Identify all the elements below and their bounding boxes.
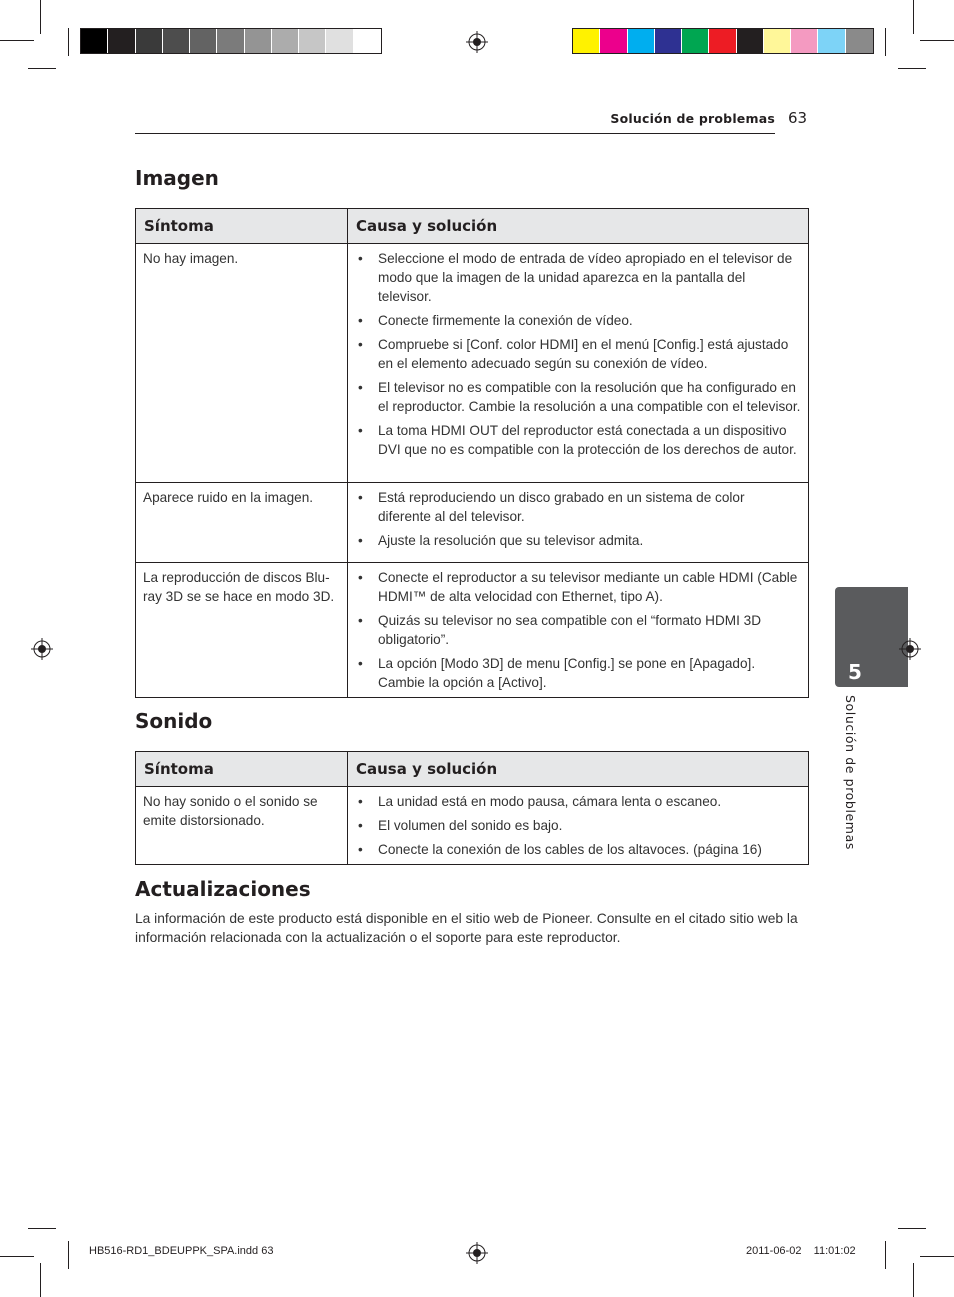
cause-list bbox=[355, 249, 801, 459]
table-row bbox=[136, 563, 809, 698]
cause-list bbox=[355, 488, 801, 550]
cause-item: • Ajuste la resolución que su televisor admita. bbox=[355, 531, 801, 550]
cause-list bbox=[355, 568, 801, 692]
imagen-table bbox=[135, 208, 809, 698]
table-row bbox=[136, 483, 809, 563]
table-row bbox=[136, 787, 809, 865]
calibration-swatch bbox=[628, 29, 655, 53]
footer-timestamp: 2011-06-02 11:01:02 bbox=[746, 1245, 856, 1257]
calibration-swatch bbox=[245, 29, 272, 53]
crop-mark bbox=[913, 0, 914, 34]
actualizaciones-text: La información de este producto está disponible en el sitio web de Pioneer. Consulte en el citado sitio web la información relacionada con la actualización o el soporte para este reproductor. bbox=[135, 911, 798, 945]
calibration-swatch bbox=[573, 29, 600, 53]
calibration-swatch bbox=[818, 29, 845, 53]
registration-mark-icon bbox=[899, 638, 921, 660]
calibration-swatch bbox=[655, 29, 682, 53]
cause-item: • La unidad está en modo pausa, cámara lenta o escaneo. bbox=[355, 792, 801, 811]
header-rule bbox=[135, 133, 775, 134]
calibration-swatch bbox=[600, 29, 627, 53]
crop-mark bbox=[68, 28, 69, 56]
calibration-swatch bbox=[709, 29, 736, 53]
column-header-cause: Causa y solución bbox=[348, 209, 809, 244]
calibration-swatch bbox=[299, 29, 326, 53]
cause-item: • Seleccione el modo de entrada de vídeo apropiado en el televisor de modo que la imagen de la unidad aparezca en la pantalla del televisor. bbox=[355, 249, 801, 306]
page-number: 63 bbox=[788, 109, 808, 127]
calibration-swatch bbox=[108, 29, 135, 53]
crop-mark bbox=[68, 1241, 69, 1269]
cause-item: • Conecte el reproductor a su televisor mediante un cable HDMI (Cable HDMI™ de alta velocidad con Ethernet, tipo A). bbox=[355, 568, 801, 606]
cause-cell bbox=[348, 244, 809, 483]
crop-mark bbox=[920, 1256, 954, 1257]
crop-mark bbox=[40, 1263, 41, 1297]
cause-item: • El televisor no es compatible con la resolución que ha configurado en el reproductor. Cambie la resolución a una compatible con el televisor. bbox=[355, 378, 801, 416]
crop-mark bbox=[0, 40, 34, 41]
crop-mark bbox=[40, 0, 41, 34]
crop-mark bbox=[920, 40, 954, 41]
crop-mark bbox=[28, 68, 56, 69]
crop-mark bbox=[885, 28, 886, 56]
calibration-swatch bbox=[846, 29, 873, 53]
table-row bbox=[136, 244, 809, 483]
column-header-cause: Causa y solución bbox=[348, 752, 809, 787]
cause-item: • Compruebe si [Conf. color HDMI] en el menú [Config.] está ajustado en el elemento adecuado según su conexión de vídeo. bbox=[355, 335, 801, 373]
cause-cell bbox=[348, 483, 809, 563]
cause-item: • El volumen del sonido es bajo. bbox=[355, 816, 801, 835]
color-calibration-bar bbox=[572, 28, 874, 54]
section-heading-imagen: Imagen bbox=[135, 166, 219, 190]
section-heading-actualizaciones: Actualizaciones bbox=[135, 877, 311, 901]
registration-mark-icon bbox=[31, 638, 53, 660]
calibration-swatch bbox=[682, 29, 709, 53]
calibration-swatch bbox=[136, 29, 163, 53]
footer-file-info: HB516-RD1_BDEUPPK_SPA.indd 63 bbox=[89, 1245, 274, 1257]
crop-mark bbox=[885, 1241, 886, 1269]
imagen-table-body bbox=[136, 244, 809, 698]
calibration-swatch bbox=[326, 29, 353, 53]
cause-list bbox=[355, 792, 801, 859]
crop-mark bbox=[898, 1228, 926, 1229]
cause-item: • La opción [Modo 3D] de menu [Config.] se pone en [Apagado]. Cambie la opción a [Activo]. bbox=[355, 654, 801, 692]
calibration-swatch bbox=[737, 29, 764, 53]
registration-mark-icon bbox=[466, 31, 488, 53]
calibration-swatch bbox=[791, 29, 818, 53]
calibration-swatch bbox=[764, 29, 791, 53]
crop-mark bbox=[0, 1256, 34, 1257]
cause-item: • La toma HDMI OUT del reproductor está conectada a un dispositivo DVI que no es compatible con la protección de los derechos de autor. bbox=[355, 421, 801, 459]
calibration-swatch bbox=[81, 29, 108, 53]
symptom-cell: No hay imagen. bbox=[136, 244, 348, 483]
symptom-cell: No hay sonido o el sonido se emite distorsionado. bbox=[136, 787, 348, 865]
column-header-symptom: Síntoma bbox=[136, 752, 348, 787]
calibration-swatch bbox=[190, 29, 217, 53]
symptom-cell: La reproducción de discos Blu-ray 3D se se hace en modo 3D. bbox=[136, 563, 348, 698]
calibration-swatch bbox=[354, 29, 381, 53]
sonido-table bbox=[135, 751, 809, 865]
calibration-swatch bbox=[272, 29, 299, 53]
chapter-number: 5 bbox=[848, 660, 862, 684]
cause-item: • Está reproduciendo un disco grabado en un sistema de color diferente al del televisor. bbox=[355, 488, 801, 526]
cause-item: • Conecte la conexión de los cables de los altavoces. (página 16) bbox=[355, 840, 801, 859]
cause-cell bbox=[348, 787, 809, 865]
symptom-cell: Aparece ruido en la imagen. bbox=[136, 483, 348, 563]
chapter-label: Solución de problemas bbox=[843, 695, 858, 850]
chapter-tab bbox=[835, 587, 908, 687]
grayscale-calibration-bar bbox=[80, 28, 382, 54]
crop-mark bbox=[28, 1228, 56, 1229]
calibration-swatch bbox=[217, 29, 244, 53]
crop-mark bbox=[898, 68, 926, 69]
cause-cell bbox=[348, 563, 809, 698]
sonido-table-body bbox=[136, 787, 809, 865]
crop-mark bbox=[913, 1263, 914, 1297]
cause-item: • Conecte firmemente la conexión de vídeo. bbox=[355, 311, 801, 330]
section-heading-sonido: Sonido bbox=[135, 709, 213, 733]
cause-item: • Quizás su televisor no sea compatible con el “formato HDMI 3D obligatorio”. bbox=[355, 611, 801, 649]
calibration-swatch bbox=[163, 29, 190, 53]
running-header-title: Solución de problemas bbox=[610, 111, 775, 126]
registration-mark-icon bbox=[466, 1242, 488, 1264]
column-header-symptom: Síntoma bbox=[136, 209, 348, 244]
